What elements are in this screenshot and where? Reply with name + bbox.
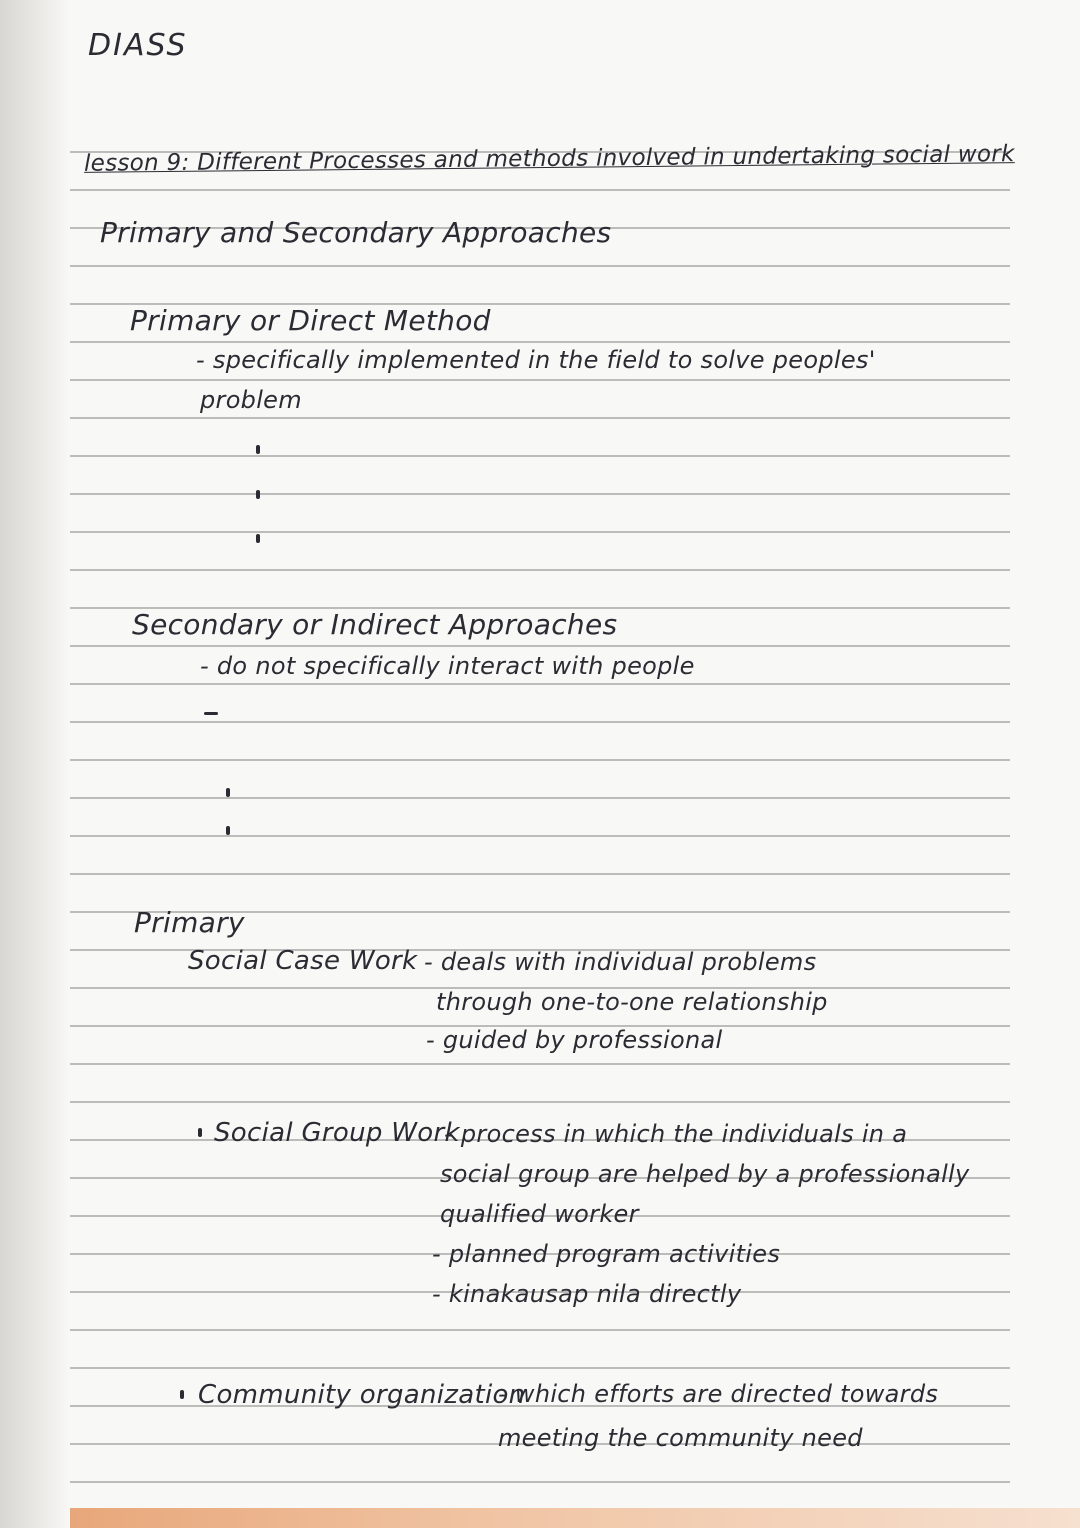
community-org-line: meeting the community need: [498, 1424, 863, 1452]
lesson-title: lesson 9: Different Processes and methods involved in undertaking social work: [83, 141, 1015, 177]
primary-method-line: - specifically implemented in the field to solve peoples': [196, 346, 876, 374]
secondary-method-line: - do not specifically interact with people: [200, 652, 695, 680]
case-work-term: Social Case Work: [188, 946, 418, 976]
case-work-line: - guided by professional: [426, 1026, 723, 1054]
bullet-mark: [226, 826, 230, 835]
bullet-mark: [226, 788, 230, 797]
secondary-method-heading: Secondary or Indirect Approaches: [132, 608, 618, 641]
community-org-term: Community organization: [198, 1380, 526, 1410]
bullet-mark: [256, 445, 260, 454]
bullet-mark: [198, 1128, 202, 1137]
case-work-line: - deals with individual problems: [424, 948, 817, 976]
bullet-mark: [180, 1390, 184, 1399]
group-work-line: qualified worker: [440, 1200, 639, 1228]
group-work-line: social group are helped by a professionally: [440, 1160, 970, 1188]
dash-mark: [204, 712, 218, 715]
page-title: DIASS: [88, 28, 188, 63]
community-org-line: - which efforts are directed towards: [498, 1380, 939, 1408]
group-work-term: Social Group Work: [214, 1118, 460, 1148]
primary-list-heading: Primary: [134, 906, 245, 939]
page-bottom-edge: [70, 1508, 1080, 1528]
bullet-mark: [256, 534, 260, 543]
primary-method-line: problem: [200, 386, 302, 414]
bullet-mark: [256, 490, 260, 499]
approaches-heading: Primary and Secondary Approaches: [100, 216, 612, 249]
group-work-line: - kinakausap nila directly: [432, 1280, 742, 1308]
primary-method-heading: Primary or Direct Method: [130, 304, 491, 337]
case-work-line: through one-to-one relationship: [436, 988, 828, 1016]
group-work-line: - process in which the individuals in a: [444, 1120, 908, 1148]
group-work-line: - planned program activities: [432, 1240, 781, 1268]
